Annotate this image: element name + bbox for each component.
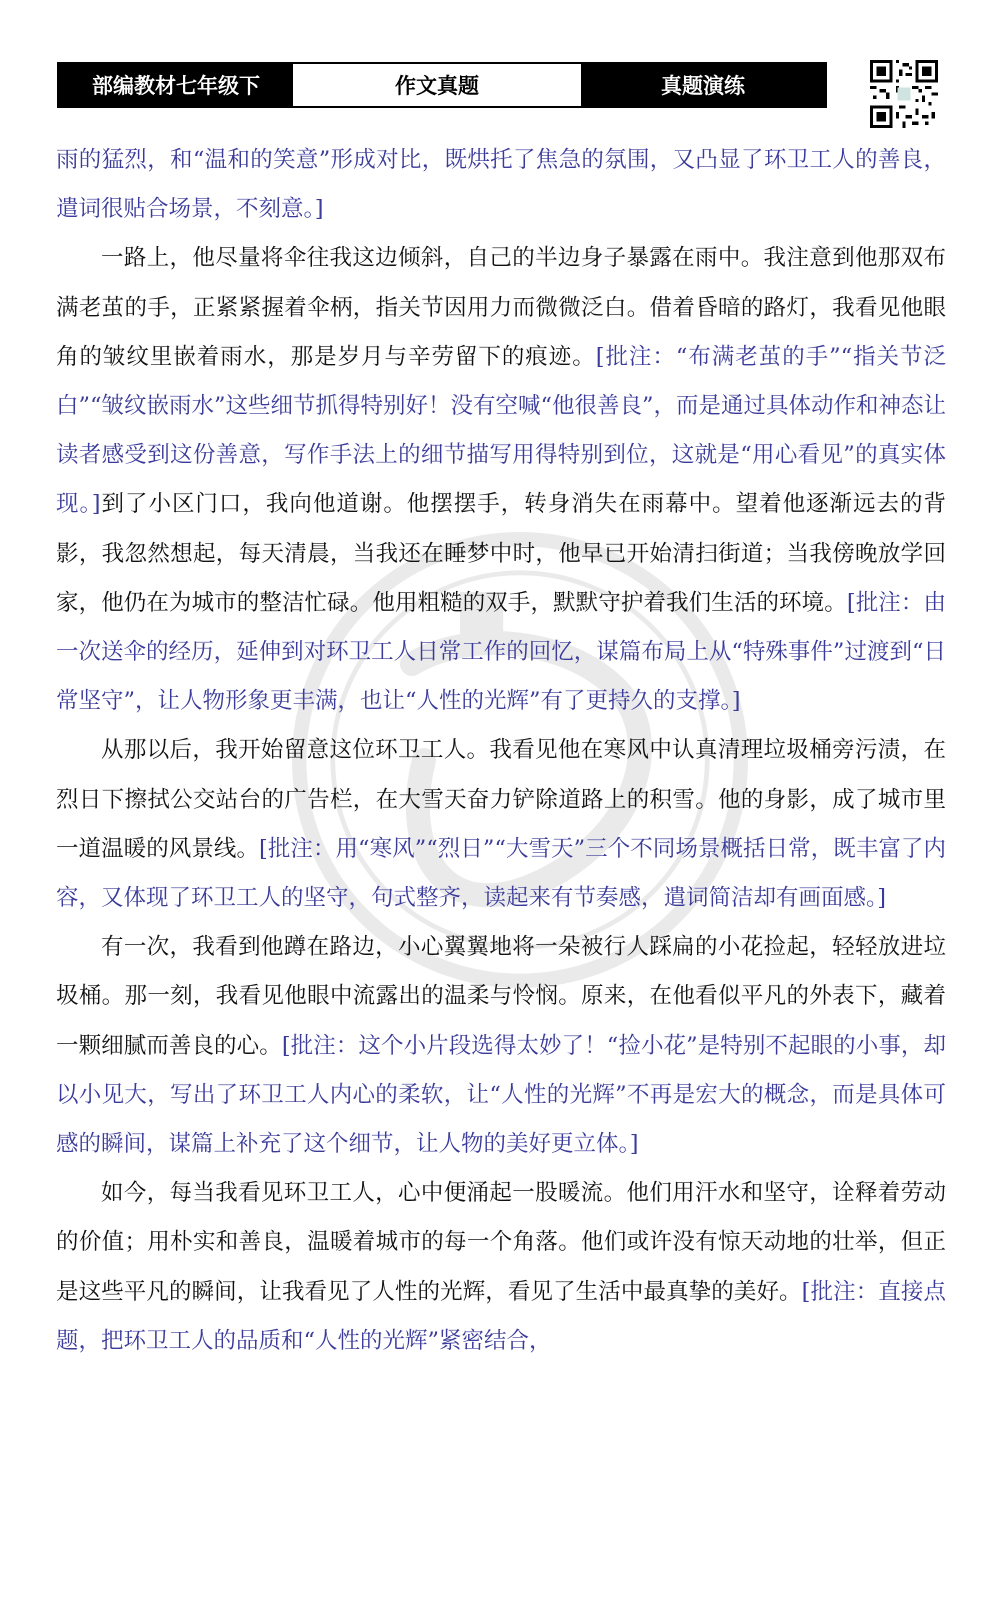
paragraph-1 — [56, 136, 946, 234]
essay-body — [56, 136, 946, 1366]
annotation: [批注：直接点题，把环卫工人的品质和“人性的光辉”紧密结合， — [56, 1278, 946, 1354]
header-section-title: 作文真题 — [293, 64, 581, 106]
paragraph-5 — [56, 1169, 946, 1366]
qr-code-icon — [870, 60, 938, 128]
paragraph-3 — [56, 726, 946, 923]
header-grade-label: 部编教材七年级下 — [59, 64, 293, 106]
paragraph-text: 到了小区门口，我向他道谢。他摆摆手，转身消失在雨幕中。望着他逐渐远去的背影，我忽然想起，每天清晨，当我还在睡梦中时，他早已开始清扫街道；当我傍晚放学回家，他仍在为城市的整洁忙碌。他用粗糙的双手，默默守护着我们生活的环境。 — [56, 491, 946, 616]
paragraph-text: 有一次，我看到他蹲在路边，小心翼翼地将一朵被行人踩扁的小花捡起，轻轻放进垃圾桶。那一刻，我看见他眼中流露出的温柔与怜悯。原来，在他看似平凡的外表下，藏着一颗细腻而善良的心。 — [56, 934, 946, 1059]
annotation: 雨的猛烈，和“温和的笑意”形成对比，既烘托了焦急的氛围，又凸显了环卫工人的善良，遣词很贴合场景，不刻意。] — [56, 147, 946, 223]
annotation: [批注：用“寒风”“烈日”“大雪天”三个不同场景概括日常，既丰富了内容，又体现了环卫工人的坚守，句式整齐，读起来有节奏感，遣词简洁却有画面感。] — [56, 835, 946, 912]
header-practice-label: 真题演练 — [581, 64, 825, 106]
annotation: [批注：“布满老茧的手”“指关节泛白”“皱纹嵌雨水”这些细节抓得特别好！没有空喊“他很善良”，而是通过具体动作和神态让读者感受到这份善意，写作手法上的细节描写用得特别到位，这就是“用心看见”的真实体现。] — [56, 343, 947, 518]
paragraph-text: 从那以后，我开始留意这位环卫工人。我看见他在寒风中认真清理垃圾桶旁污渍，在烈日下擦拭公交站台的广告栏，在大雪天奋力铲除道路上的积雪。他的身影，成了城市里一道温暖的风景线。 — [56, 737, 946, 862]
paragraph-4 — [56, 923, 946, 1169]
paragraph-text: 一路上，他尽量将伞往我这边倾斜，自己的半边身子暴露在雨中。我注意到他那双布满老茧的手，正紧紧握着伞柄，指关节因用力而微微泛白。借着昏暗的路灯，我看见他眼角的皱纹里嵌着雨水，那是岁月与辛劳留下的痕迹。 — [56, 245, 946, 370]
paragraph-2 — [56, 234, 946, 726]
annotation: [批注：由一次送伞的经历，延伸到对环卫工人日常工作的回忆，谋篇布局上从“特殊事件”过渡到“日常坚守”，让人物形象更丰满，也让“人性的光辉”有了更持久的支撑。] — [56, 589, 946, 715]
header-bar — [57, 62, 827, 108]
paragraph-text: 如今，每当我看见环卫工人，心中便涌起一股暖流。他们用汗水和坚守，诠释着劳动的价值；用朴实和善良，温暖着城市的每一个角落。他们或许没有惊天动地的壮举，但正是这些平凡的瞬间，让我看见了人性的光辉，看见了生活中最真挚的美好。 — [56, 1180, 946, 1305]
annotation: [批注：这个小片段选得太妙了！“捡小花”是特别不起眼的小事，却以小见大，写出了环卫工人内心的柔软，让“人性的光辉”不再是宏大的概念，而是具体可感的瞬间，谋篇上补充了这个细节，让人物的美好更立体。] — [56, 1032, 946, 1158]
